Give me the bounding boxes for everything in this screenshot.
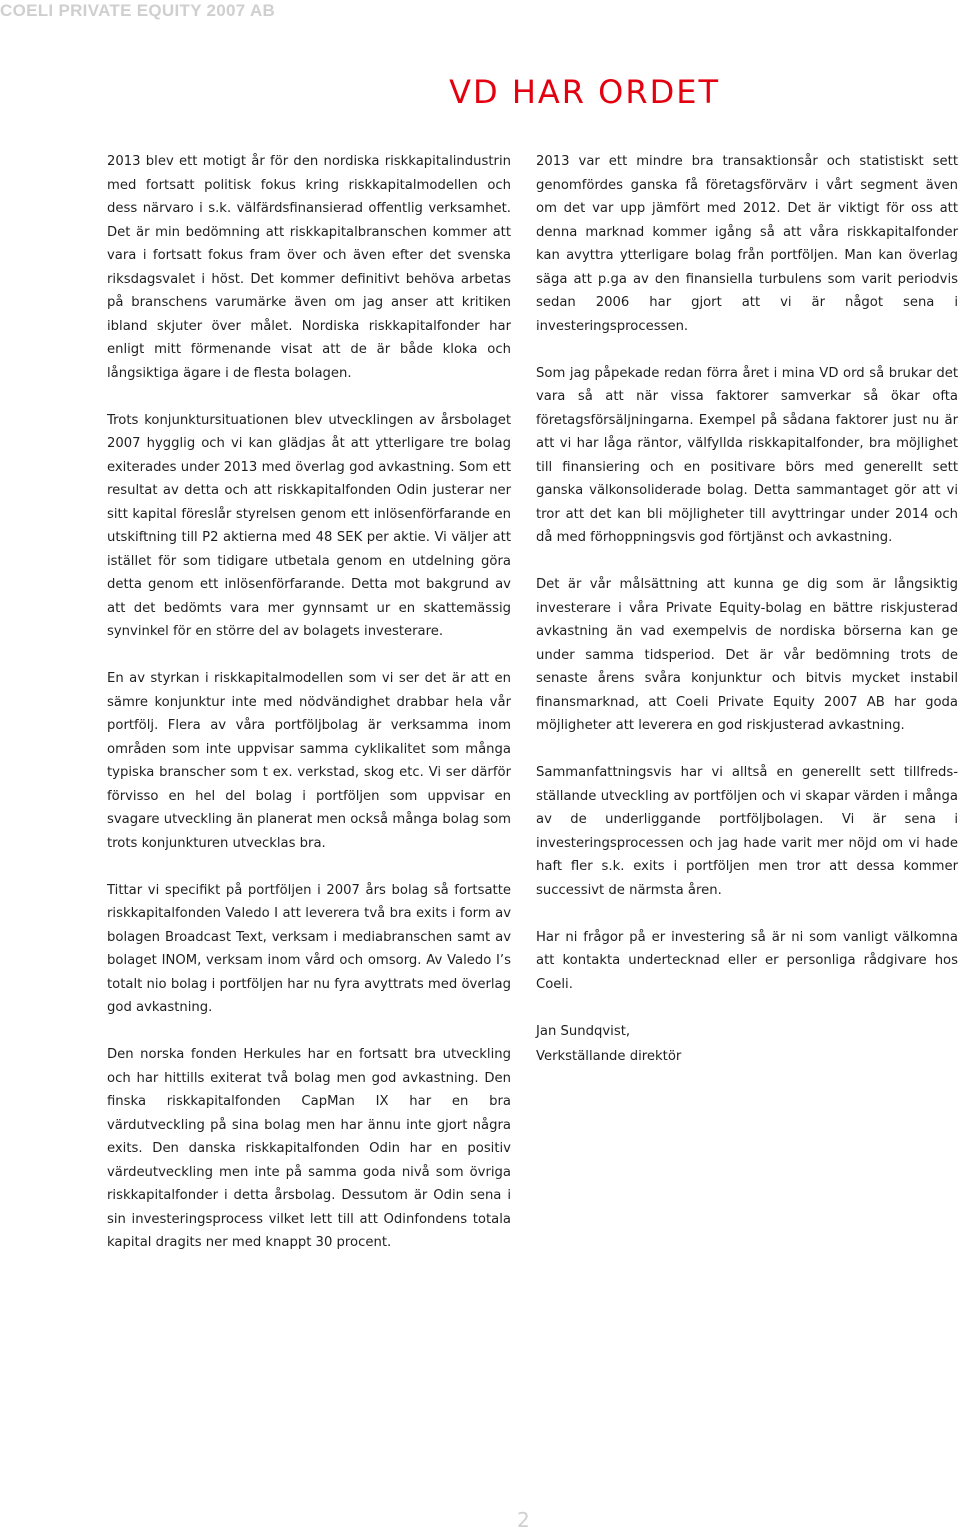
paragraph: 2013 blev ett motigt år för den nordiska riskkapitalindustrin med fortsatt politisk fokus kring riskkapitalmodellen och dess närvaro i s.k. välfärdsfinansierad offentlig verksamhet. Det är min bedömning att riskkapitalbranschen kommer att vara i fortsatt fokus fram över och även efter det svenska riksdagsvalet i höst. Det kommer definitivt behöva arbetas på branschens varumärke även om jag anser att kritiken ibland skjuter över målet. Nordiska riskkapitalfonder har enligt mitt förmenande visat att de är både kloka och långsiktiga ägare i de flesta bolagen.: [107, 154, 511, 381]
page-number: 2: [517, 1508, 530, 1532]
document-header: COELI PRIVATE EQUITY 2007 AB: [0, 1, 276, 20]
paragraph: 2013 var ett mindre bra transaktionsår och statistiskt sett genomfördes ganska få företagsförvärv i vårt segment även om det var upp jämfört med 2012. Det är viktigt för oss att denna marknad kommer igång så att våra riskkapitalfonder kan avyttra ytterligare bolag från portföljen. Man kan överlag säga att p.ga av den finansiella turbulens som varit periodvis sedan 2006 har gjort att vi är något sena i investeringsprocessen.: [536, 154, 958, 334]
paragraph: En av styrkan i riskkapitalmodellen som vi ser det är att en sämre konjunktur inte med nödvändighet drabbar hela vår portfölj. Flera av våra portföljbolag är verksamma inom områden som inte uppvisar samma cyklikalitet som många typiska branscher som t ex. verkstad, skog etc. Vi ser därför förvisso en hel del bolag i portföljen som uppvisar en svagare utveckling än planerat men också många bolag som trots konjunkturen utvecklas bra.: [107, 671, 511, 851]
paragraph: Har ni frågor på er investering så är ni som vanligt välkomna att kontakta undertecknad eller er personliga rådgivare hos Coeli.: [536, 929, 958, 992]
paragraph: Den norska fonden Herkules har en fortsatt bra utveckling och har hittills exiterat två bolag men god avkastning. Den finska riskkapitalfonden CapMan IX har en bra värdutveckling på sina bolag men har ännu inte gjort några exits. Den danska riskkapitalfonden Odin har en positiv värdeutveckling men inte på samma goda nivå som övriga riskkapitalfonder i detta årsbolag. Dessutom är Odin sena i sin investeringsprocess vilket lett till att Odinfondens totala kapital dragits ner med knappt 30 procent.: [107, 1047, 511, 1250]
paragraph: Tittar vi specifikt på portföljen i 2007 års bolag så fortsatte riskkapitalfonden Valedo I att leverera två bra exits i form av bolagen Broadcast Text, verksam i mediabranschen samt av bolaget INOM, verksam inom vård och omsorg. Av Valedo I’s totalt nio bolag i portföljen har nu fyra avyttrats med överlag god avkastning.: [107, 882, 511, 1015]
signature-block: [536, 1045, 681, 1069]
paragraph: Det är vår målsättning att kunna ge dig som är långsiktig investerare i våra Private Equity-bolag en bättre riskjusterad avkastning än vad exempelvis de nordiska börserna kan ge under samma tidsperiod. Det är vår bedömning trots de senaste årens svåra konjunktur och bitvis mycket instabil finansmarknad, att Coeli Private Equity 2007 AB har goda möjligheter att leverera en god riskjusterad avkastning.: [536, 577, 958, 733]
page-title: VD HAR ORDET: [449, 73, 720, 111]
paragraph: Trots konjunktursituationen blev utvecklingen av årsbolaget 2007 hygglig och vi kan glädjas åt att ytterligare tre bolag exiterades under 2013 med överlag god avkastning. Som ett resultat av detta och att riskkapitalfonden Odin justerar ner sitt kapital föreslår styrelsen genom ett inlösenförfarande en utskiftning till P2 aktierna med 48 SEK per aktie. Vi väljer att istället för som tidigare utbetala genom en utdelning göra detta genom ett inlösenförfarande. Detta mot bakgrund av att det bedömts vara mer gynnsamt ur en skattemässig synvinkel för en större del av bolagets investerare.: [107, 412, 511, 639]
right-column: [536, 150, 958, 1067]
paragraph: Som jag påpekade redan förra året i mina VD ord så brukar det vara så att när vissa faktorer samverkar så ökar ofta företagsförsäljningarna. Exempel på sådana faktorer just nu är att vi har låga räntor, välfyllda riskkapitalfonder, bra möjlighet till finansiering och en positivare börs med generellt sett ganska välkonsoliderade bolag. Detta sammantaget gör att vi tror att det kan bli möjligheter till avyttringar under 2014 och då med förhoppningsvis god förtjänst och avkastning.: [536, 365, 958, 545]
paragraph: Sammanfattningsvis har vi alltså en generellt sett tillfreds-ställande utveckling av portföljen och vi skapar värden i många av de underliggande portföljbolagen. Vi är sena i investeringsprocessen och jag hade varit mer nöjd om vi hade haft fler s.k. exits i portföljen men tror att dessa kommer successivt de närmsta åren.: [536, 765, 958, 898]
left-column: [107, 150, 511, 1278]
signature-name: Jan Sundqvist,: [536, 1023, 631, 1039]
signature-title: Verkställande direktör: [536, 1049, 682, 1064]
